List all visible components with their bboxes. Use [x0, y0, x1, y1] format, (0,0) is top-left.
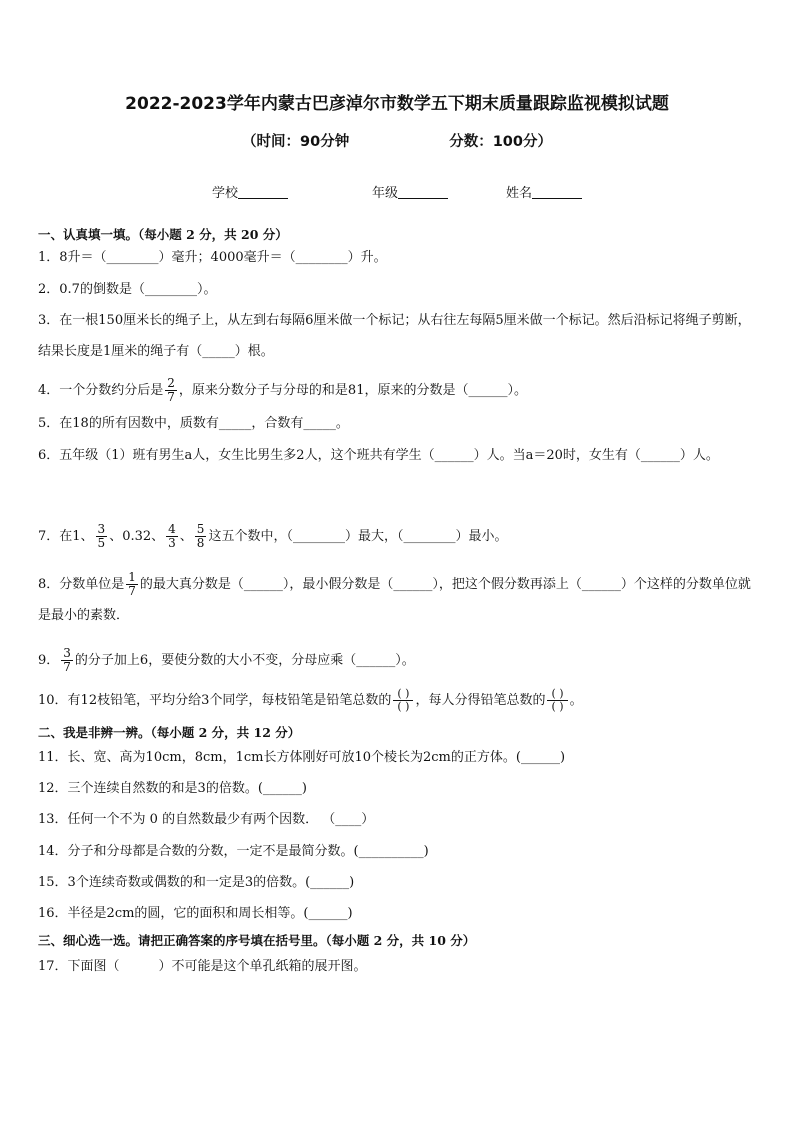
fraction: $\frac{1}{7}$ [128, 570, 136, 598]
section-heading: 三、细心选一选。请把正确答案的序号填在括号里。（每小题 2 分，共 10 分） [38, 933, 476, 948]
fraction: $\frac{4}{3}$ [168, 522, 176, 550]
section-heading: 二、我是非辨一辨。（每小题 2 分，共 12 分） [38, 725, 301, 740]
question-9: 9． $\frac{3}{7}$ 的分子加上6，要使分数的大小不变，分母应乘（______）。 [38, 646, 415, 674]
question-3: 3．在一根150厘米长的绳子上，从左到右每隔6厘米做一个标记；从右往左每隔5厘米做一个标记。然后沿标记将绳子剪断，结果长度是1厘米的绳子有（_____）根。 [38, 313, 751, 359]
question-12: 12．三个连续自然数的和是3的倍数。(______) [38, 781, 307, 796]
question-13: 13．任何一个不为 0 的自然数最少有两个因数． （____） [38, 812, 375, 827]
exam-score: 分数：100分） [449, 134, 552, 150]
name-blank[interactable] [532, 185, 582, 199]
fraction: $\frac{2}{7}$ [167, 376, 175, 404]
question-14: 14．分子和分母都是合数的分数，一定不是最简分数。(__________) [38, 844, 429, 859]
question-10: 10．有12枝铅笔，平均分给3个同学，每枝铅笔是铅笔总数的 $\frac{( )}{( )}$ ，每人分得铅笔总数的 $\frac{( )}{( )}$ 。 [38, 687, 583, 713]
name-field[interactable] [506, 182, 582, 201]
grade-field[interactable] [372, 182, 448, 201]
fraction-blank[interactable]: $\frac{( )}{( )}$ [547, 688, 567, 713]
school-blank[interactable] [238, 185, 288, 199]
question-1: 1．8升＝（________）毫升；4000毫升＝（________）升。 [38, 250, 387, 265]
grade-label: 年级 [372, 186, 399, 201]
exam-time: （时间：90分钟 [242, 134, 350, 150]
question-11: 11．长、宽、高为10cm，8cm，1cm长方体刚好可放10个棱长为2cm的正方体。(______) [38, 750, 566, 765]
section-heading: 一、认真填一填。（每小题 2 分，共 20 分） [38, 227, 288, 242]
question-5: 5．在18的所有因数中，质数有_____，合数有_____。 [38, 416, 349, 431]
school-field[interactable] [212, 182, 288, 201]
question-17: 17．下面图（ ）不可能是这个单孔纸箱的展开图。 [38, 959, 367, 974]
question-4: 4．一个分数约分后是 $\frac{2}{7}$ ，原来分数分子与分母的和是81，原来的分数是（______）。 [38, 376, 527, 404]
fraction: $\frac{3}{7}$ [63, 646, 71, 674]
school-label: 学校 [212, 186, 239, 201]
question-16: 16．半径是2cm的圆，它的面积和周长相等。(______) [38, 906, 353, 921]
fraction-blank[interactable]: $\frac{( )}{( )}$ [393, 688, 413, 713]
question-2: 2．0.7的倒数是（________）。 [38, 282, 217, 297]
name-label: 姓名 [506, 186, 533, 201]
question-15: 15．3个连续奇数或偶数的和一定是3的倍数。(______) [38, 875, 355, 890]
fraction: $\frac{5}{8}$ [196, 522, 205, 550]
page-title: 2022-2023学年内蒙古巴彦淖尔市数学五下期末质量跟踪监视模拟试题 [125, 94, 669, 114]
question-6: 6．五年级（1）班有男生a人，女生比男生多2人，这个班共有学生（______）人。当a＝20时，女生有（______）人。 [38, 448, 719, 463]
fraction: $\frac{3}{5}$ [97, 522, 106, 550]
grade-blank[interactable] [398, 185, 448, 199]
question-7: 7．在1、 $\frac{3}{5}$ 、0.32、 $\frac{4}{3}$ 、 $\frac{5}{8}$ 这五个数中，（________）最大，（________）最小。 [38, 522, 508, 550]
exam-subtitle [0, 130, 794, 151]
question-8: 8．分数单位是 $\frac{1}{7}$ 的最大真分数是（______），最小假分数是（______），把这个假分数再添上（______）个这样的分数单位就是最小的素数． [38, 570, 751, 623]
